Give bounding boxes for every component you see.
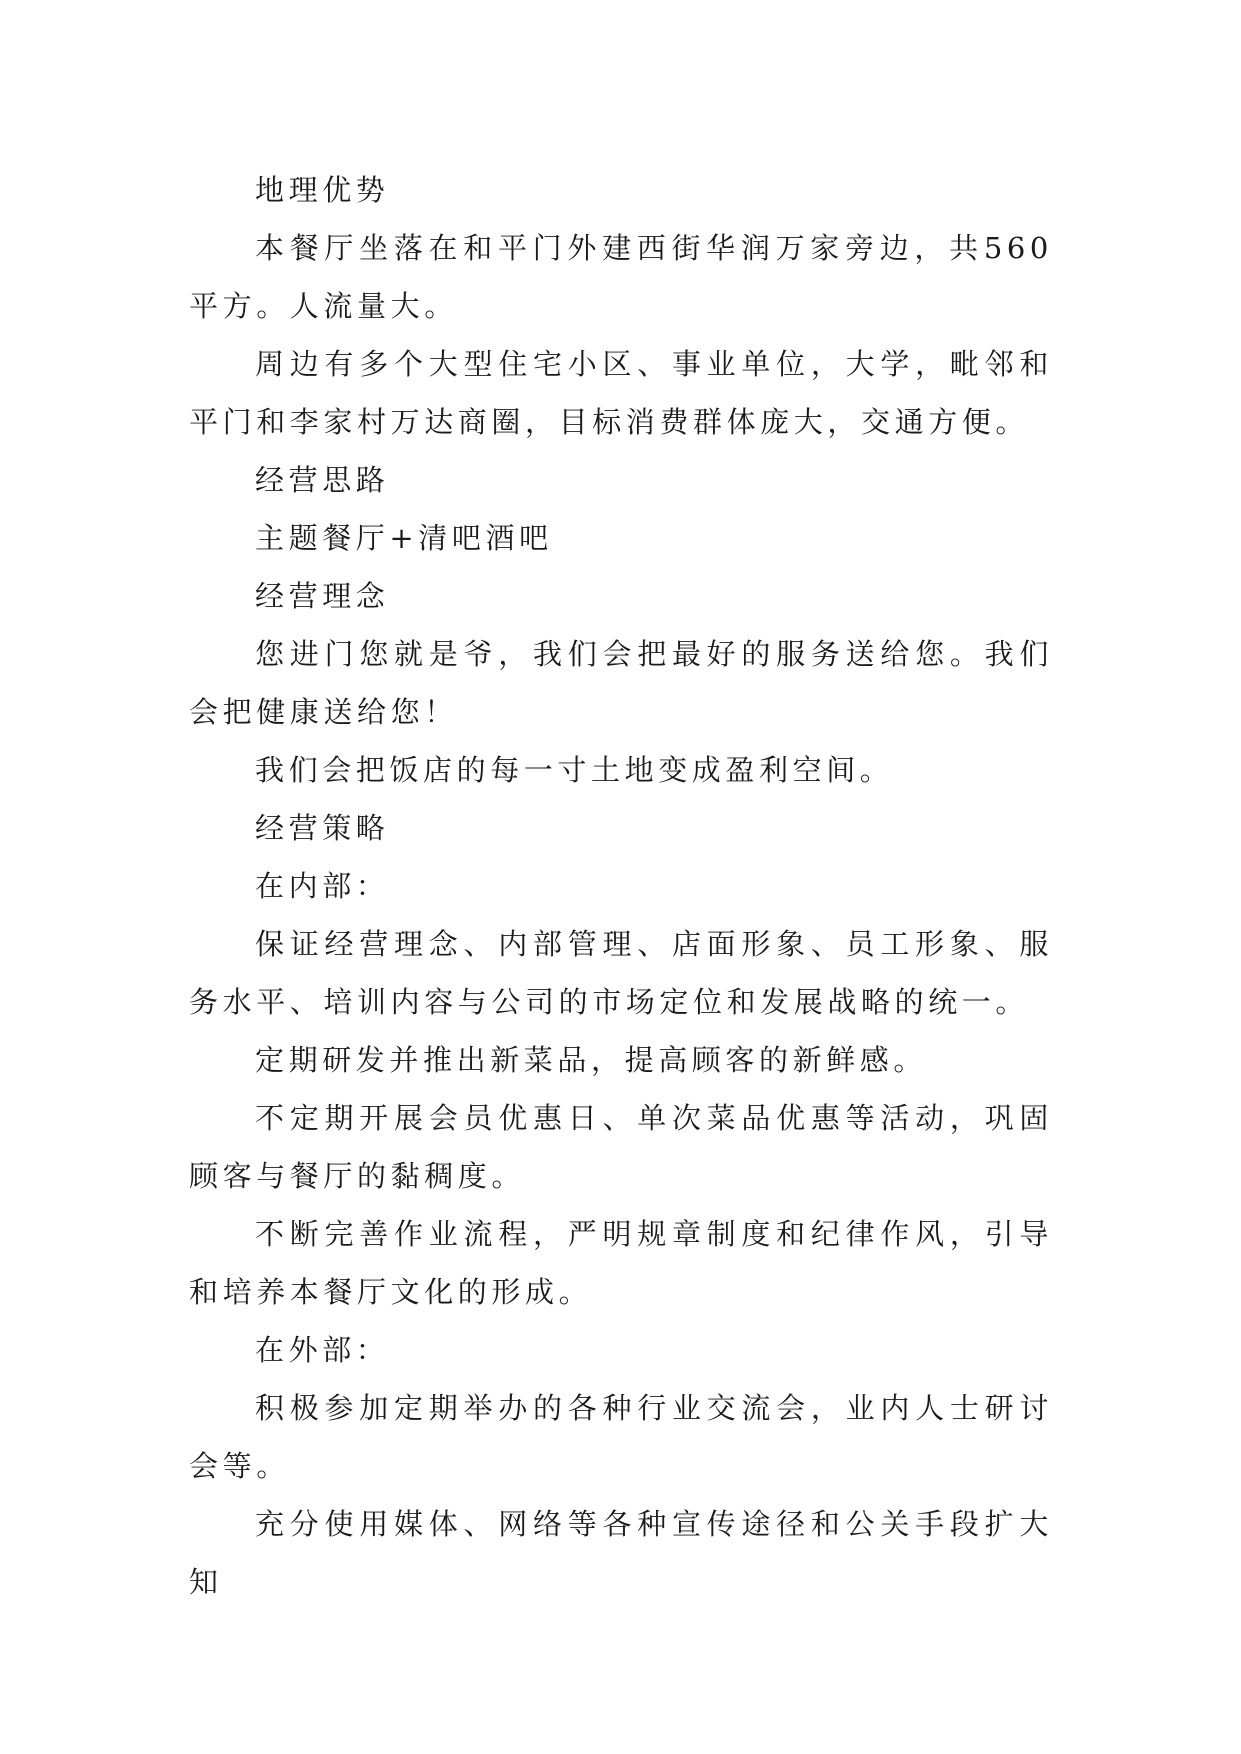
paragraph: 不定期开展会员优惠日、单次菜品优惠等活动，巩固顾客与餐厅的黏稠度。 xyxy=(189,1101,1053,1193)
subheading-internal: 在内部： xyxy=(255,869,390,903)
paragraph: 您进门您就是爷，我们会把最好的服务送给您。我们会把健康送给您！ xyxy=(189,637,1053,729)
document-body xyxy=(189,161,1053,1611)
paragraph: 周边有多个大型住宅小区、事业单位，大学，毗邻和平门和李家村万达商圈，目标消费群体庞大，交通方便。 xyxy=(189,347,1053,439)
paragraph: 我们会把饭店的每一寸土地变成盈利空间。 xyxy=(255,753,894,787)
paragraph: 保证经营理念、内部管理、店面形象、员工形象、服务水平、培训内容与公司的市场定位和发展战略的统一。 xyxy=(189,927,1053,1019)
section-heading-business-strategy: 经营策略 xyxy=(255,811,390,845)
section-heading-location: 地理优势 xyxy=(255,173,390,207)
paragraph: 不断完善作业流程，严明规章制度和纪律作风，引导和培养本餐厅文化的形成。 xyxy=(189,1217,1053,1309)
subheading-external: 在外部： xyxy=(255,1333,390,1367)
paragraph: 充分使用媒体、网络等各种宣传途径和公关手段扩大知 xyxy=(189,1507,1053,1599)
section-heading-business-philosophy: 经营理念 xyxy=(255,579,390,613)
paragraph: 本餐厅坐落在和平门外建西街华润万家旁边，共560平方。人流量大。 xyxy=(189,231,1053,323)
paragraph: 定期研发并推出新菜品，提高顾客的新鲜感。 xyxy=(255,1043,928,1077)
section-heading-business-idea: 经营思路 xyxy=(255,463,390,497)
paragraph: 主题餐厅+清吧酒吧 xyxy=(255,521,553,555)
paragraph: 积极参加定期举办的各种行业交流会，业内人士研讨会等。 xyxy=(189,1391,1053,1483)
